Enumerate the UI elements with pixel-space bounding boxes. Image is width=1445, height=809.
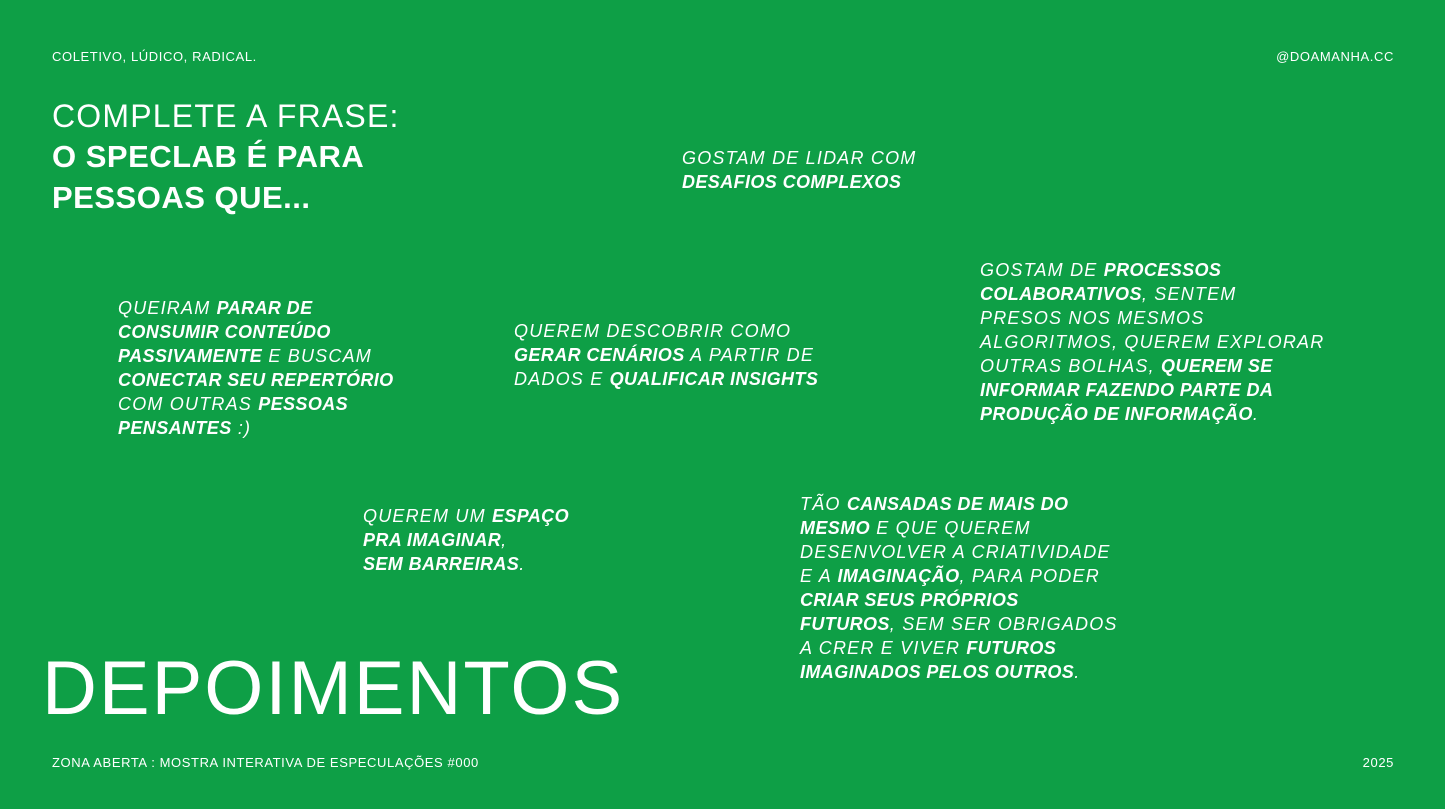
quote-line: PASSIVAMENTE E BUSCAM	[118, 346, 372, 366]
quote-line: ALGORITMOS, QUEREM EXPLORAR	[980, 332, 1325, 352]
quote-line: IMAGINADOS PELOS OUTROS.	[800, 662, 1081, 682]
tagline: COLETIVO, LÚDICO, RADICAL.	[52, 49, 257, 64]
testimonial-stop-consuming	[118, 296, 394, 440]
heading-line-2: O SPECLAB É PARA	[52, 139, 365, 174]
quote-line: COM OUTRAS PESSOAS	[118, 394, 349, 414]
quote-line: GOSTAM DE PROCESSOS	[980, 260, 1222, 280]
quote-line: GERAR CENÁRIOS A PARTIR DE	[514, 345, 815, 365]
quote-line: TÃO CANSADAS DE MAIS DO	[800, 494, 1069, 514]
testimonial-collaborative-processes	[980, 258, 1324, 426]
quote-line: COLABORATIVOS, SENTEM	[980, 284, 1237, 304]
quote-line: CRIAR SEUS PRÓPRIOS	[800, 590, 1019, 610]
quote-line: SEM BARREIRAS.	[363, 554, 526, 574]
quote-line: DESENVOLVER A CRIATIVIDADE	[800, 542, 1111, 562]
quote-line: E A IMAGINAÇÃO, PARA PODER	[800, 566, 1100, 586]
heading-line-3: PESSOAS QUE...	[52, 180, 311, 215]
quote-line: CONSUMIR CONTEÚDO	[118, 322, 331, 342]
quote-line: PRA IMAGINAR,	[363, 530, 508, 550]
footer-event-name: ZONA ABERTA : MOSTRA INTERATIVA DE ESPECULAÇÕES #000	[52, 755, 479, 770]
quote-line: A CRER E VIVER FUTUROS	[800, 638, 1057, 658]
quote-line: INFORMAR FAZENDO PARTE DA	[980, 380, 1274, 400]
testimonial-generate-scenarios	[514, 319, 818, 391]
quote-line: GOSTAM DE LIDAR COM	[682, 148, 917, 168]
quote-line: OUTRAS BOLHAS, QUEREM SE	[980, 356, 1273, 376]
testimonial-complex-challenges	[682, 146, 917, 194]
quote-line: CONECTAR SEU REPERTÓRIO	[118, 370, 394, 390]
quote-line: PRODUÇÃO DE INFORMAÇÃO.	[980, 404, 1260, 424]
quote-line: MESMO E QUE QUEREM	[800, 518, 1031, 538]
quote-line: PENSANTES :)	[118, 418, 252, 438]
social-handle: @DOAMANHA.CC	[1276, 49, 1394, 64]
testimonial-space-to-imagine	[363, 504, 569, 576]
quote-line: QUEIRAM PARAR DE	[118, 298, 313, 318]
heading-line-1: COMPLETE A FRASE:	[52, 98, 400, 134]
testimonial-own-futures	[800, 492, 1118, 684]
quote-line: FUTUROS, SEM SER OBRIGADOS	[800, 614, 1118, 634]
footer-year: 2025	[1362, 755, 1394, 770]
quote-line: QUEREM UM ESPAÇO	[363, 506, 570, 526]
quote-line: PRESOS NOS MESMOS	[980, 308, 1205, 328]
quote-line: DADOS E QUALIFICAR INSIGHTS	[514, 369, 819, 389]
section-title: DEPOIMENTOS	[42, 646, 625, 731]
quote-line: DESAFIOS COMPLEXOS	[682, 172, 902, 192]
page-heading	[52, 96, 400, 218]
quote-line: QUEREM DESCOBRIR COMO	[514, 321, 792, 341]
